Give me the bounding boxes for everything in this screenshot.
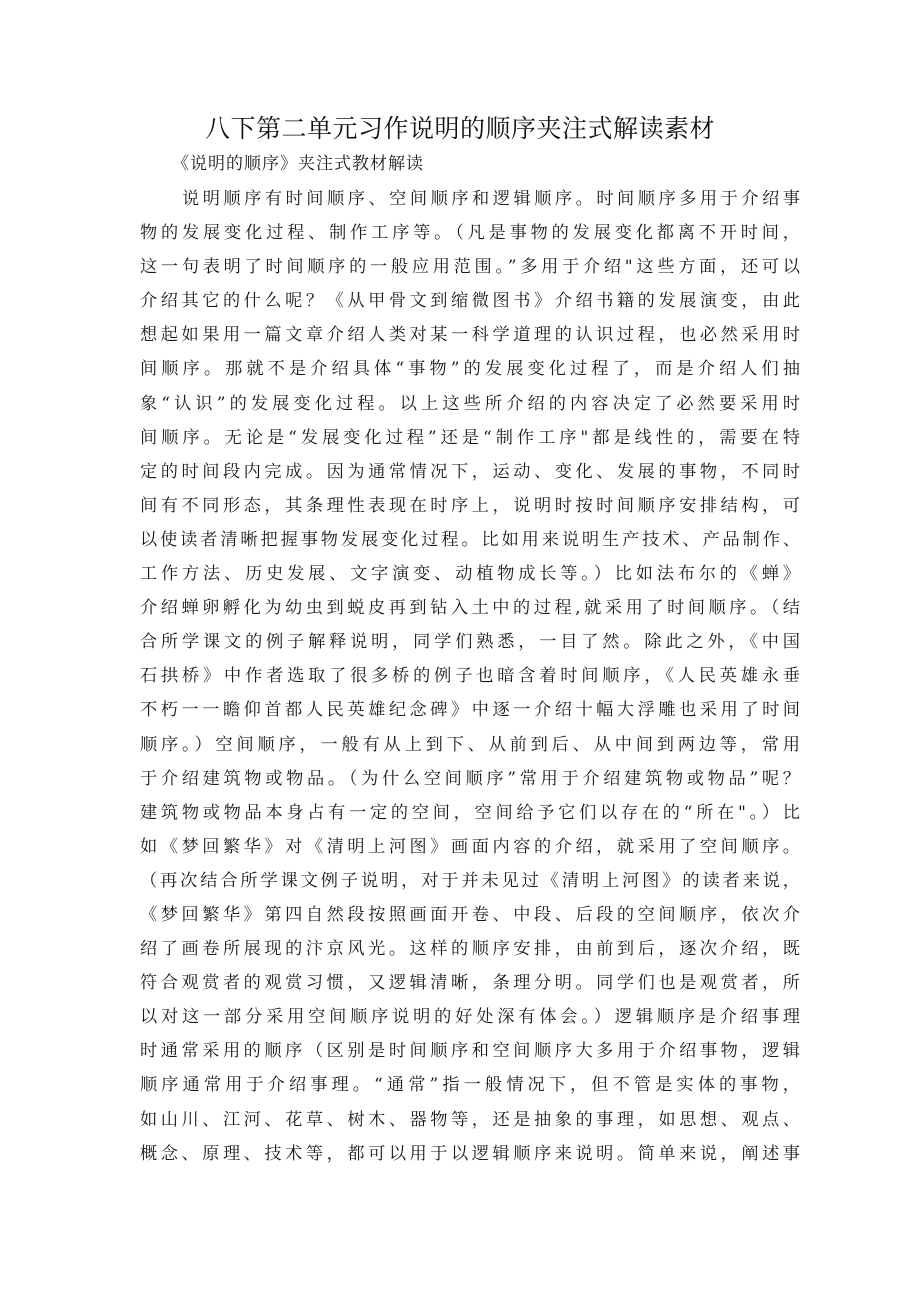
text-line: 概念、原理、技术等，都可以用于以逻辑顺序来说明。简单来说，阐述事	[140, 1143, 800, 1164]
text-line: 《梦回繁华》第四自然段按照画面开卷、中段、后段的空间顺序，依次介	[140, 904, 800, 925]
text-line: 象“认识”的发展变化过程。以上这些所介绍的内容决定了必然要采用时	[140, 393, 800, 414]
text-line: 于介绍建筑物或物品。（为什么空间顺序”常用于介绍建筑物或物品”呢？	[140, 768, 800, 789]
text-line: 符合观赏者的观赏习惯，又逻辑清晰，条理分明。同学们也是观赏者，所	[140, 973, 800, 994]
text-line: 间顺序。那就不是介绍具体“事物”的发展变化过程了，而是介绍人们抽	[140, 359, 800, 380]
text-line: （再次结合所学课文例子说明，对于并未见过《清明上河图》的读者来说，	[140, 870, 800, 891]
text-line: 以对这一部分采用空间顺序说明的好处深有体会。）逻辑顺序是介绍事理	[140, 1007, 800, 1028]
text-line: 顺序通常用于介绍事理。“通常”指一般情况下，但不管是实体的事物，	[140, 1075, 800, 1096]
text-line: 如山川、江河、花草、树木、器物等，还是抽象的事理，如思想、观点、	[140, 1109, 800, 1130]
text-line: 不朽一一瞻仰首都人民英雄纪念碑》中逐一介绍十幅大浮雕也采用了时间	[140, 700, 800, 721]
text-line: 想起如果用一篇文章介绍人类对某一科学道理的认识过程，也必然采用时	[140, 325, 800, 346]
text-line: 建筑物或物品本身占有一定的空间，空间给予它们以存在的“所在"。）比	[140, 802, 800, 823]
text-line: 定的时间段内完成。因为通常情况下，运动、变化、发展的事物，不同时	[140, 461, 800, 482]
text-line: 说明顺序有时间顺序、空间顺序和逻辑顺序。时间顺序多用于介绍事	[182, 189, 800, 209]
text-line: 介绍其它的什么呢？《从甲骨文到缩微图书》介绍书籍的发展演变，由此	[140, 291, 800, 312]
text-line: 绍了画卷所展现的汴京风光。这样的顺序安排，由前到后，逐次介绍，既	[140, 939, 800, 960]
body-paragraph	[140, 182, 800, 1171]
text-line: 物的发展变化过程、制作工序等。（凡是事物的发展变化都离不开时间，	[140, 223, 800, 244]
text-line: 顺序。）空间顺序，一般有从上到下、从前到后、从中间到两边等，常用	[140, 734, 800, 755]
text-line: 石拱桥》中作者选取了很多桥的例子也暗含着时间顺序，《人民英雄永垂	[140, 666, 800, 687]
text-line: 这一句表明了时间顺序的一般应用范围。”多用于介绍"这些方面，还可以	[140, 257, 800, 278]
text-line: 工作方法、历史发展、文字演变、动植物成长等。）比如法布尔的《蝉》	[140, 564, 800, 585]
text-line: 如《梦回繁华》对《清明上河图》画面内容的介绍，就采用了空间顺序。	[140, 836, 800, 857]
text-line: 介绍蝉卵孵化为幼虫到蜕皮再到钻入土中的过程,就采用了时间顺序。（结	[140, 598, 800, 619]
document-title: 八下第二单元习作说明的顺序夹注式解读素材	[204, 114, 715, 143]
text-line: 合所学课文的例子解释说明，同学们熟悉，一目了然。除此之外，《中国	[140, 632, 800, 653]
text-line: 间顺序。无论是“发展变化过程”还是“制作工序"都是线性的，需要在特	[140, 427, 800, 448]
text-line: 以使读者清晰把握事物发展变化过程。比如用来说明生产技术、产品制作、	[140, 529, 800, 550]
text-line: 间有不同形态，其条理性表现在时序上，说明时按时间顺序安排结构，可	[140, 495, 800, 516]
text-line: 时通常采用的顺序（区别是时间顺序和空间顺序大多用于介绍事物，逻辑	[140, 1041, 800, 1062]
document-subtitle: 《说明的顺序》夹注式教材解读	[172, 154, 424, 174]
